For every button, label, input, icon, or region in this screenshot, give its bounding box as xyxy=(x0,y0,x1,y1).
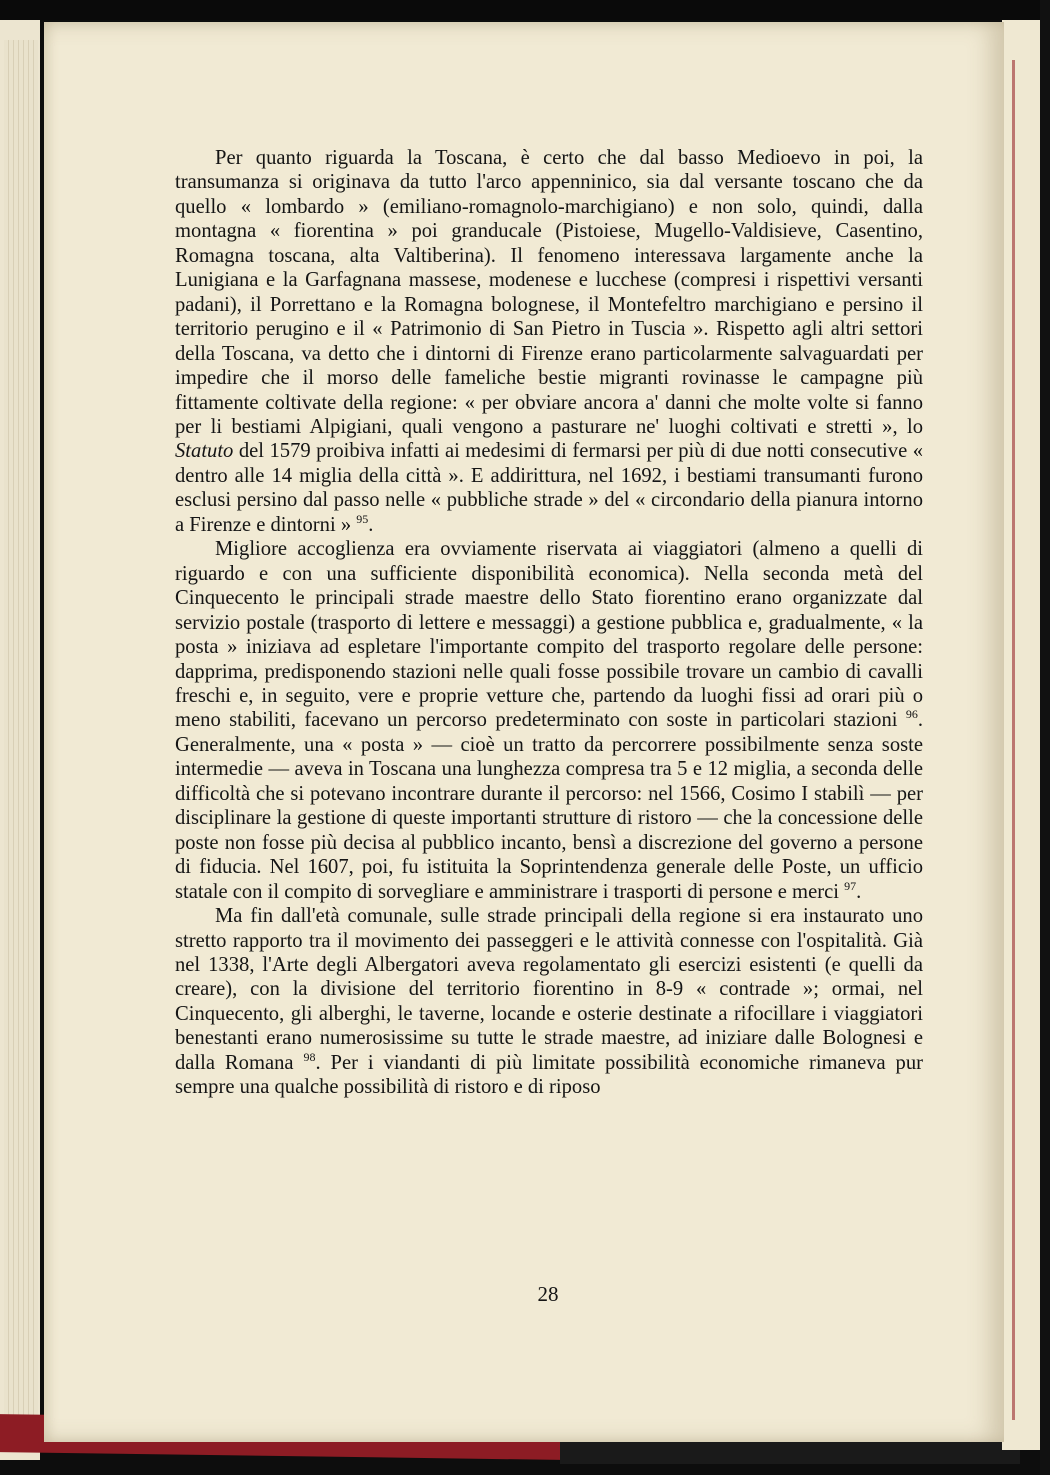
scan-right-border xyxy=(1040,0,1050,1475)
book-cover-edge-right xyxy=(1012,60,1015,1420)
footnote-ref: 97 xyxy=(844,878,857,893)
body-text xyxy=(175,146,923,1100)
paragraph: Per quanto riguarda la Toscana, è certo che dal basso Medioevo in poi, la transumanza si originava da tutto l'arco appenninico, sia dal versante toscano che da quello « lombardo » (emiliano-romagnolo-marchigiano) e non solo, quindi, dalla montagna « fiorentina » poi granducale (Pistoiese, Mugello-Valdisieve, Casentino, Romagna toscana, alta Valtiberina). Il fenomeno interessava largamente anche la Lunigiana e la Garfagnana massese, modenese e lucchese (compresi i rispettivi versanti padani), il Porrettano e la Romagna bolognese, il Montefeltro marchigiano e persino il territorio perugino e il « Patrimonio di San Pietro in Tuscia ». Rispetto agli altri settori della Toscana, va detto che i dintorni di Firenze erano particolarmente salvaguardati per impedire che il morso delle fameliche bestie migranti rovinasse le campagne più fittamente coltivate della regione: « per obviare ancora a' danni che molte volte si fanno per li bestiami Alpigiani, quali vengono a pasturare ne' luoghi coltivati e stretti », lo Statuto del 1579 proibiva infatti ai medesimi di fermarsi per più di due notti consecutive « dentro alle 14 miglia della città ». E addirittura, nel 1692, i bestiami transumanti furono esclusi persino dal passo nelle « pubbliche strade » del « circondario della pianura intorno a Firenze e dintorni » $^{95}$. xyxy=(175,147,923,536)
footnote-ref: 95 xyxy=(356,511,369,526)
page-number: 28 xyxy=(537,1282,559,1306)
italic-title: Statuto xyxy=(175,440,234,463)
footnote-ref: 98 xyxy=(303,1049,316,1064)
scan-top-border xyxy=(0,0,1050,20)
book-right-page-edges xyxy=(1002,20,1042,1450)
book-left-page-edges xyxy=(0,20,40,1460)
footnote-ref: 96 xyxy=(905,707,918,722)
paragraph: Ma fin dall'età comunale, sulle strade principali della regione si era instaurato uno stretto rapporto tra il movimento dei passeggeri e le attività connesse con l'ospitalità. Già nel 1338, l'Arte degli Albergatori aveva regolamentato gli esercizi esistenti (e quelli da creare), con la divisione del territorio fiorentino in 8-9 « contrade »; ormai, nel Cinquecento, gli alberghi, le taverne, locande e osterie destinate a rifocillare i viaggiatori benestanti erano numerosissime su tutte le strade maestre, ad iniziare dalle Bolognesi e dalla Romana $^{98}$. Per i viandanti di più limitate possibilità economiche rimaneva pur sempre una qualche possibilità di ristoro e di riposo xyxy=(175,905,924,1099)
paragraph: Migliore accoglienza era ovviamente riservata ai viaggiatori (almeno a quelli di riguardo e con una sufficiente disponibilità economica). Nella seconda metà del Cinquecento le principali strade maestre dello Stato fiorentino erano organizzate dal servizio postale (trasporto di lettere e messaggi) a gestione pubblica e, gradualmente, « la posta » iniziava ad espletare l'importante compito del trasporto regolare delle persone: dapprima, predisponendo stazioni nelle quali fosse possibile trovare un cambio di cavalli freschi e, in seguito, vere e proprie vetture che, partendo da luoghi fissi ad orari più o meno stabiliti, facevano un percorso predeterminato con soste in particolari stazioni $^{96}$. Generalmente, una « posta » — cioè un tratto da percorrere possibilmente senza soste intermedie — aveva in Toscana una lunghezza compresa tra 5 e 12 miglia, a seconda delle difficoltà che si potevano incontrare durante il percorso: nel 1566, Cosimo I stabilì — per disciplinare la gestione di queste importanti strutture di ristoro — che la concessione delle poste non fosse più decisa al pubblico incanto, bensì a discrezione del governo a persone di fiducia. Nel 1607, poi, fu istituita la Soprintendenza generale delle Poste, un ufficio statale con il compito di sorvegliare e amministrare i trasporti di persone e merci $^{97}$. xyxy=(175,538,923,903)
